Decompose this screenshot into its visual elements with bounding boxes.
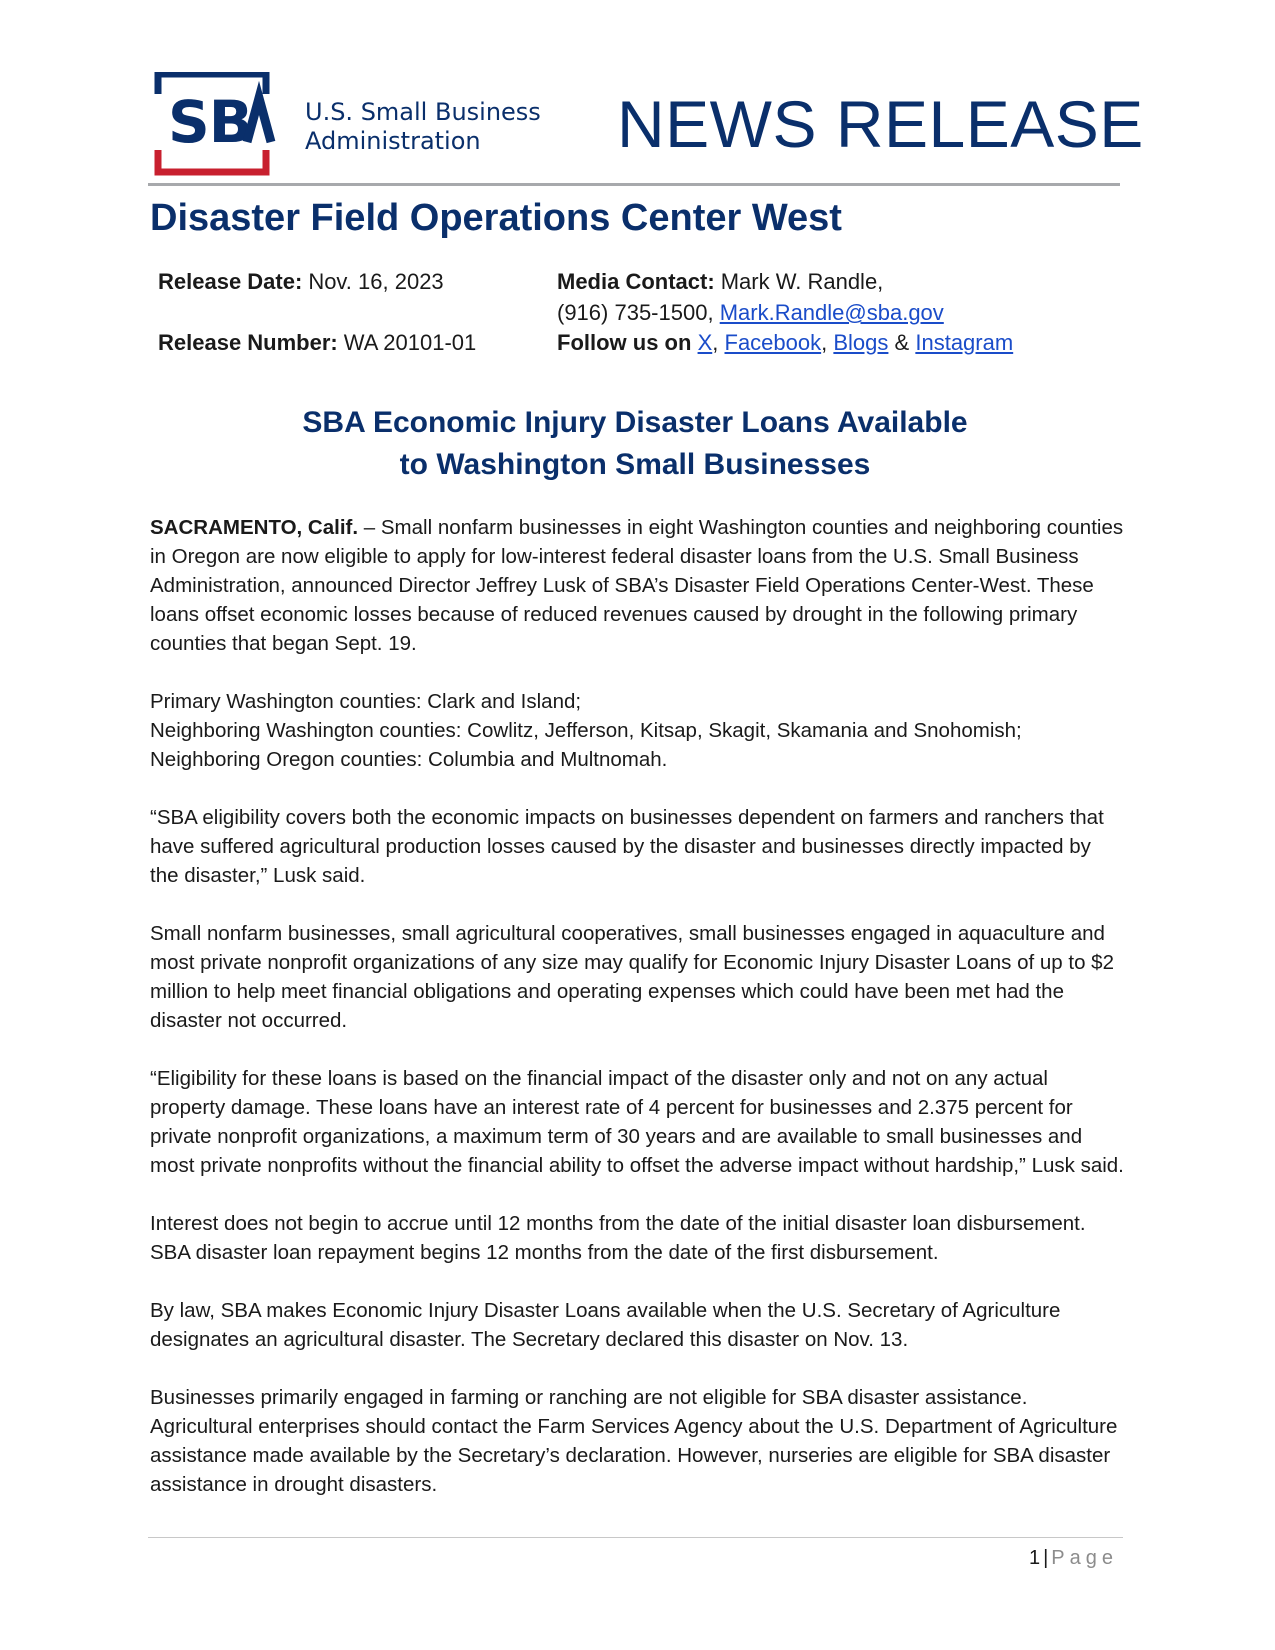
release-number-value: WA 20101-01 <box>343 330 477 355</box>
release-date-value: Nov. 16, 2023 <box>308 269 444 294</box>
facebook-link[interactable]: Facebook <box>724 330 822 355</box>
instagram-link[interactable]: Instagram <box>915 330 1014 355</box>
agency-name-line2: Administration <box>305 127 481 155</box>
release-number-label: Release Number: <box>158 330 338 355</box>
release-date-label: Release Date: <box>158 269 303 294</box>
media-contact-name: Mark W. Randle, <box>720 269 884 294</box>
paragraph: “SBA eligibility covers both the economic impacts on businesses dependent on farmers and ranchers that have suffered agricultural production losses caused by the disaster and businesses directly impacted by the disaster,” Lusk said. <box>150 806 1104 887</box>
header-divider <box>148 183 1120 186</box>
media-contact-label: Media Contact: <box>557 269 715 294</box>
paragraph: Interest does not begin to accrue until 12 months from the date of the initial disaster loan disbursement. SBA disaster loan repayment begins 12 months from the date of the first disbursement. <box>150 1212 1086 1264</box>
paragraph-lead <box>150 513 1125 658</box>
paragraph: Small nonfarm businesses, small agricultural cooperatives, small businesses engaged in aquaculture and most private nonprofit organizations of any size may qualify for Economic Injury Disaster Loans of up to $2 million to help meet financial obligations and operating expenses which could have been met had the disaster not occurred. <box>150 922 1114 1032</box>
x-link[interactable]: X <box>697 330 713 355</box>
footer-divider <box>148 1537 1123 1538</box>
paragraph-lead-text: – Small nonfarm businesses in eight Washington counties and neighboring counties in Oregon are now eligible to apply for low-interest federal disaster loans from the U.S. Small Business Administration, announced Director Jeffrey Lusk of SBA’s Disaster Field Operations Center-West. These loans offset economic losses because of reduced revenues caused by drought in the following primary counties that began Sept. 19. <box>150 516 1124 655</box>
follow-us-label: Follow us on <box>557 330 692 355</box>
agency-name-line1: U.S. Small Business <box>305 98 541 126</box>
county-list-item: Neighboring Oregon counties: Columbia and Multnomah. <box>150 748 668 771</box>
agency-name <box>305 98 541 156</box>
release-body <box>150 513 1125 1528</box>
blogs-link[interactable]: Blogs <box>833 330 889 355</box>
dateline: SACRAMENTO, Calif. <box>150 516 359 539</box>
media-contact-email-link[interactable]: Mark.Randle@sba.gov <box>719 300 944 325</box>
media-contact <box>557 266 883 297</box>
media-contact-details <box>557 297 944 328</box>
paragraph: By law, SBA makes Economic Injury Disaster Loans available when the U.S. Secretary of Agriculture designates an agricultural disaster. The Secretary declared this disaster on Nov. 13. <box>150 1299 1061 1351</box>
county-list-item: Neighboring Washington counties: Cowlitz, Jefferson, Kitsap, Skagit, Skamania and Snohomish; <box>150 719 1022 742</box>
county-list-item: Primary Washington counties: Clark and Island; <box>150 690 582 713</box>
county-list <box>150 687 1125 774</box>
headline-line2: to Washington Small Businesses <box>399 448 871 481</box>
release-number <box>158 327 476 358</box>
headline-line1: SBA Economic Injury Disaster Loans Available <box>302 406 968 439</box>
release-date <box>158 266 444 297</box>
doc-type-title: NEWS RELEASE <box>617 87 1144 161</box>
page-footer: 1 | Page <box>1028 1547 1118 1569</box>
page-label: Page <box>1051 1547 1118 1569</box>
page-number: 1 <box>1028 1547 1041 1569</box>
paragraph: Businesses primarily engaged in farming or ranching are not eligible for SBA disaster assistance. Agricultural enterprises should contact the Farm Services Agency about the U.S. Department of Agriculture assistance made available by the Secretary’s declaration. However, nurseries are eligible for SBA disaster assistance in drought disasters. <box>150 1386 1118 1496</box>
office-title: Disaster Field Operations Center West <box>150 197 842 239</box>
media-contact-phone: (916) 735-1500, <box>557 300 714 325</box>
svg-text:SB: SB <box>168 88 252 156</box>
paragraph: “Eligibility for these loans is based on the financial impact of the disaster only and not on any actual property damage. These loans have an interest rate of 4 percent for businesses and 2.375 percent for private nonprofit organizations, a maximum term of 30 years and are available to small businesses and most private nonprofits without the financial ability to offset the adverse impact without hardship,” Lusk said. <box>150 1067 1124 1177</box>
sba-logo-mark-icon <box>148 72 278 178</box>
follow-us: Follow us on X, Facebook, Blogs & Instagram <box>557 330 1014 355</box>
headline <box>150 402 1120 486</box>
sba-logo <box>148 72 568 178</box>
